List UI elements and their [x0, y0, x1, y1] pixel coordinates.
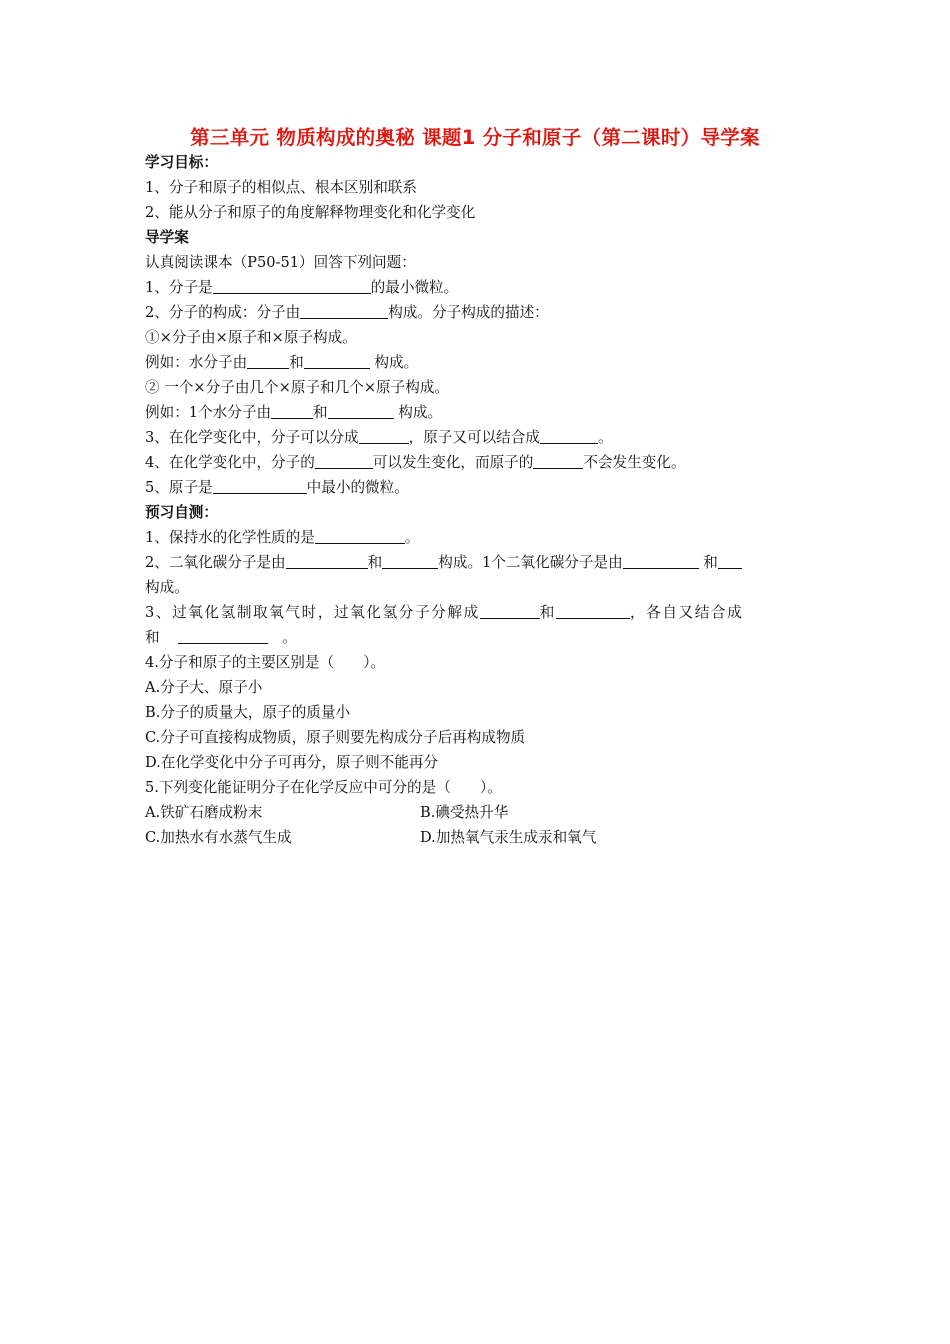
question-text: 中最小的微粒。: [306, 479, 409, 496]
question-text: 1、保持水的化学性质的是: [145, 529, 315, 546]
question-1: [145, 275, 810, 300]
question-text: 的最小微粒。: [370, 279, 459, 296]
question-2: [145, 300, 810, 325]
test-4-option: C.分子可直接构成物质，原子则要先构成分子后再构成物质: [145, 729, 526, 746]
question-text: 构成。: [393, 404, 443, 421]
question-text: 3、过氧化氢制取氧气时，过氧化氢分子分解成: [145, 604, 480, 621]
question-text: 3、在化学变化中，分子可以分成: [145, 429, 359, 446]
question-text: 4、在化学变化中，分子的: [145, 454, 315, 471]
question-text: 2、二氧化碳分子是由: [145, 554, 286, 571]
question-text: ，各自又结合成: [629, 604, 744, 621]
question-2-example: [145, 350, 810, 375]
question-text: 2、分子的构成：分子由: [145, 304, 301, 321]
question-text: ，原子又可以结合成: [408, 429, 540, 446]
question-text: 例如：1个水分子由: [145, 404, 272, 421]
answer-blank[interactable]: [623, 553, 699, 569]
question-text: 。: [404, 529, 420, 546]
answer-blank[interactable]: [382, 553, 438, 569]
answer-blank[interactable]: [300, 303, 388, 319]
answer-blank[interactable]: [359, 428, 409, 444]
answer-blank[interactable]: [480, 603, 540, 619]
question-2-desc: ①×分子由×原子和×原子构成。: [145, 329, 357, 346]
answer-blank[interactable]: [247, 353, 289, 369]
test-5: 5.下列变化能证明分子在化学反应中可分的是（ ）。: [145, 779, 502, 796]
answer-blank[interactable]: [213, 478, 307, 494]
test-5-options-row: [145, 800, 810, 825]
answer-blank[interactable]: [328, 403, 394, 419]
answer-blank[interactable]: [540, 428, 598, 444]
answer-blank[interactable]: [271, 403, 313, 419]
question-text: 构成。1个二氧化碳分子是由: [438, 554, 623, 571]
guide-heading: 导学案: [145, 229, 189, 246]
test-2: [145, 550, 810, 575]
question-text: 。: [282, 629, 297, 646]
question-text: 和: [289, 354, 304, 371]
test-4-option: D.在化学变化中分子可再分，原子则不能再分: [145, 754, 439, 771]
question-text: 1、分子是: [145, 279, 213, 296]
test-2-cont: 构成。: [145, 579, 189, 596]
guide-intro: 认真阅读课本（P50-51）回答下列问题：: [145, 254, 416, 271]
answer-blank[interactable]: [286, 553, 368, 569]
test-5-option: D.加热氧气汞生成汞和氧气: [420, 829, 597, 846]
test-3: [145, 600, 810, 625]
answer-blank[interactable]: [213, 278, 371, 294]
test-1: [145, 525, 810, 550]
question-text: 5、原子是: [145, 479, 213, 496]
test-4-option: A.分子大、原子小: [145, 679, 263, 696]
question-4: [145, 450, 810, 475]
question-3: [145, 425, 810, 450]
answer-blank[interactable]: [556, 603, 630, 619]
question-text: 可以发生变化，而原子的: [372, 454, 534, 471]
question-text: 和: [145, 629, 160, 646]
question-text: 。: [597, 429, 613, 446]
test-heading: 预习自测：: [145, 504, 218, 521]
goal-item: 1、分子和原子的相似点、根本区别和联系: [145, 179, 417, 196]
question-text: 构成。分子构成的描述：: [388, 304, 549, 321]
answer-blank[interactable]: [178, 628, 268, 644]
question-text: 不会发生变化。: [583, 454, 686, 471]
question-text: 和: [313, 404, 328, 421]
goals-heading: 学习目标：: [145, 154, 218, 171]
question-5: [145, 475, 810, 500]
test-5-options-row: [145, 825, 810, 850]
question-text: 和: [539, 604, 556, 621]
page-title: 第三单元 物质构成的奥秘 课题1 分子和原子（第二课时）导学案: [190, 126, 760, 149]
answer-blank[interactable]: [718, 553, 742, 569]
answer-blank[interactable]: [533, 453, 583, 469]
test-5-option: A.铁矿石磨成粉末: [145, 804, 263, 821]
answer-blank[interactable]: [315, 528, 405, 544]
question-text: 构成。: [369, 354, 419, 371]
test-4: 4.分子和原子的主要区别是（ ）。: [145, 654, 386, 671]
question-text: 例如：水分子由: [145, 354, 248, 371]
test-3-cont: [145, 625, 810, 650]
answer-blank[interactable]: [315, 453, 373, 469]
question-2-desc: ② 一个×分子由几个×原子和几个×原子构成。: [145, 379, 450, 396]
question-text: 和: [367, 554, 383, 571]
answer-blank[interactable]: [304, 353, 370, 369]
test-5-option: C.加热水有水蒸气生成: [145, 829, 292, 846]
question-text: 和: [698, 554, 718, 571]
goal-item: 2、能从分子和原子的角度解释物理变化和化学变化: [145, 204, 476, 221]
worksheet-body: [145, 150, 810, 850]
question-2-example: [145, 400, 810, 425]
test-5-option: B.碘受热升华: [420, 804, 509, 821]
test-4-option: B.分子的质量大，原子的质量小: [145, 704, 351, 721]
